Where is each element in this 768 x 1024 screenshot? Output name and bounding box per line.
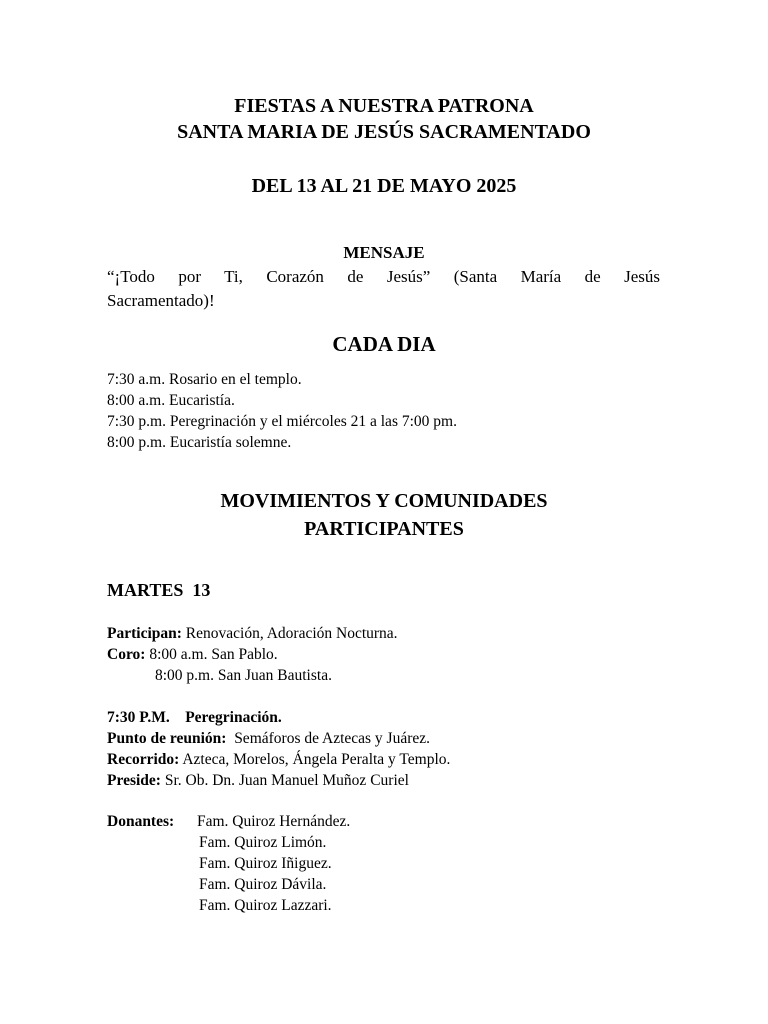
movimientos-title-line-2: PARTICIPANTES	[304, 518, 464, 540]
recorrido-line	[107, 749, 450, 770]
header-line-1: FIESTAS A NUESTRA PATRONA	[234, 95, 534, 117]
punto-label: Punto de reunión:	[107, 730, 227, 747]
participan-value: Renovación, Adoración Nocturna.	[181, 625, 398, 642]
preside-label: Preside:	[107, 772, 161, 789]
coro-label: Coro:	[107, 646, 146, 663]
mensaje-label: MENSAJE	[343, 243, 425, 262]
cada-dia-title: CADA DIA	[332, 332, 436, 356]
peregrinacion-label: 7:30 P.M. Peregrinación.	[107, 709, 282, 726]
movimientos-title-line-1: MOVIMIENTOS Y COMUNIDADES	[220, 490, 548, 512]
peregrinacion-line	[107, 707, 282, 728]
donante-item: Fam. Quiroz Lazzari.	[199, 897, 332, 914]
recorrido-label: Recorrido:	[107, 751, 180, 768]
header-line-2: SANTA MARIA DE JESÚS SACRAMENTADO	[177, 121, 591, 143]
mensaje-quote-line-2: Sacramentado)!	[107, 291, 215, 310]
participan-line	[107, 623, 398, 644]
schedule-item: 7:30 p.m. Peregrinación y el miércoles 21 a las 7:00 pm.	[107, 413, 457, 430]
donante-item: Fam. Quiroz Iñiguez.	[199, 855, 332, 872]
header-dates: DEL 13 AL 21 DE MAYO 2025	[251, 175, 517, 197]
mensaje-quote-line-1: “¡Todo por Ti, Corazón de Jesús” (Santa María de Jesús	[107, 267, 660, 286]
martes-title: MARTES 13	[107, 580, 211, 600]
punto-value: Semáforos de Aztecas y Juárez.	[226, 730, 431, 747]
donante-item: Fam. Quiroz Hernández.	[197, 813, 351, 830]
schedule-item: 8:00 a.m. Eucaristía.	[107, 392, 235, 409]
coro-value-2: 8:00 p.m. San Juan Bautista.	[155, 667, 332, 684]
punto-line	[107, 728, 430, 749]
donantes-label: Donantes:	[107, 813, 175, 830]
donantes-line	[107, 811, 174, 832]
coro-value-1: 8:00 a.m. San Pablo.	[145, 646, 278, 663]
schedule-item: 8:00 p.m. Eucaristía solemne.	[107, 434, 292, 451]
donante-item: Fam. Quiroz Limón.	[199, 834, 327, 851]
coro-line	[107, 644, 278, 665]
preside-value: Sr. Ob. Dn. Juan Manuel Muñoz Curiel	[160, 772, 409, 789]
schedule-item: 7:30 a.m. Rosario en el templo.	[107, 371, 302, 388]
donante-item: Fam. Quiroz Dávila.	[199, 876, 327, 893]
recorrido-value: Azteca, Morelos, Ángela Peralta y Templo.	[179, 751, 451, 768]
participan-label: Participan:	[107, 625, 182, 642]
preside-line	[107, 770, 409, 791]
